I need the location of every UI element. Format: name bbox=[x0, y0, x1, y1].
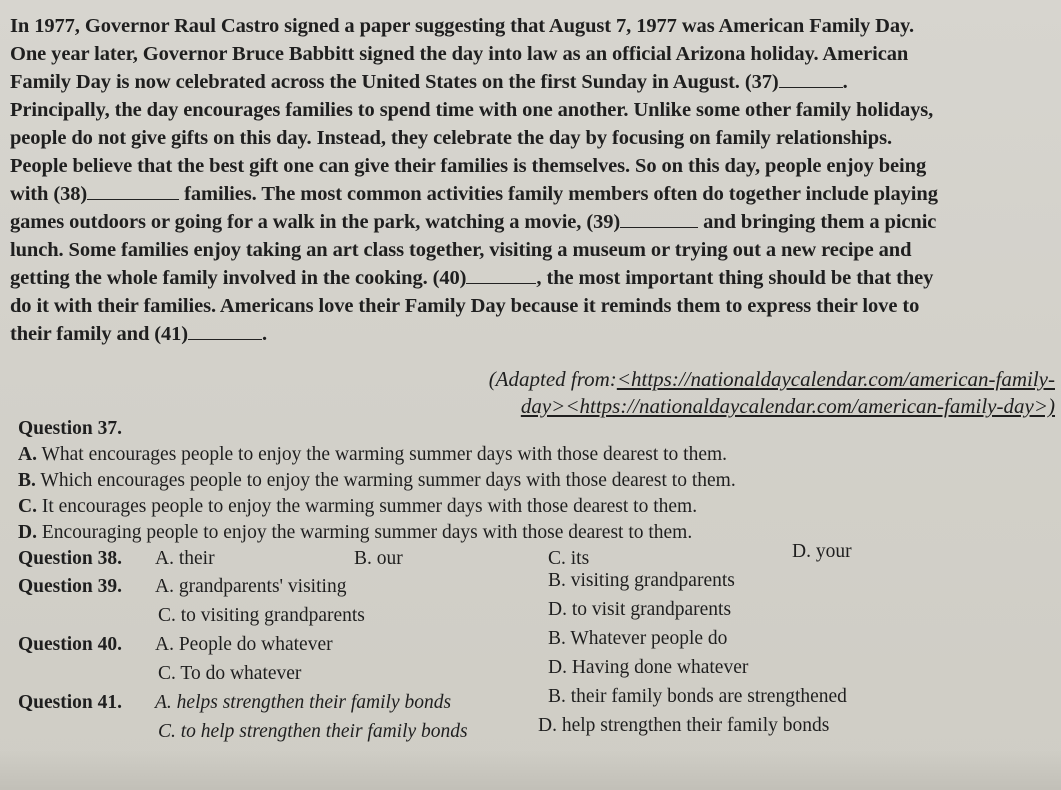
answer-blank[interactable] bbox=[620, 209, 698, 228]
q40-option-d[interactable]: D. Having done whatever bbox=[548, 657, 749, 678]
q41-option-c[interactable]: C. to help strengthen their family bonds bbox=[158, 721, 468, 742]
passage-line bbox=[10, 40, 1050, 68]
passage-text: In 1977, Governor Raul Castro signed a paper suggesting that August 7, 1977 was American Family Day. bbox=[10, 15, 915, 37]
answer-blank[interactable] bbox=[779, 69, 843, 88]
answer-blank[interactable] bbox=[87, 181, 179, 200]
passage-text: their family and (41) bbox=[10, 323, 189, 345]
q38-option-b[interactable]: B. our bbox=[354, 548, 403, 569]
question-section bbox=[18, 418, 1048, 750]
passage-line bbox=[10, 180, 1050, 208]
passage-line bbox=[10, 152, 1050, 180]
passage-text: and bringing them a picnic bbox=[698, 211, 937, 233]
passage-text: . bbox=[842, 71, 848, 93]
passage-line bbox=[10, 320, 1050, 348]
passage-text: with (38) bbox=[10, 183, 88, 205]
source-citation bbox=[489, 366, 1055, 420]
passage-line bbox=[10, 292, 1050, 320]
question-40-label: Question 40. bbox=[18, 634, 123, 655]
source-link-part-1[interactable]: <https://nationaldaycalendar.com/american-family- bbox=[616, 367, 1055, 391]
q37-option-c[interactable]: C. It encourages people to enjoy the warming summer days with those dearest to them. bbox=[18, 496, 698, 517]
passage-text: families. The most common activities family members often do together include playing bbox=[179, 183, 938, 205]
passage-text: games outdoors or going for a walk in the park, watching a movie, (39) bbox=[10, 211, 621, 233]
question-40-row-2 bbox=[18, 657, 1048, 692]
question-41-label: Question 41. bbox=[18, 692, 123, 713]
passage-line bbox=[10, 68, 1050, 96]
question-38-label: Question 38. bbox=[18, 548, 123, 569]
passage-text: Family Day is now celebrated across the United States on the first Sunday in August. (37) bbox=[10, 71, 779, 93]
question-39-row-2 bbox=[18, 599, 1048, 634]
passage-line bbox=[10, 264, 1050, 292]
question-39-label: Question 39. bbox=[18, 576, 123, 597]
q37-option-a[interactable]: A. What encourages people to enjoy the warming summer days with those dearest to them. bbox=[18, 444, 728, 465]
q38-option-a[interactable]: A. their bbox=[155, 548, 215, 569]
passage-line bbox=[10, 236, 1050, 264]
q41-option-a[interactable]: A. helps strengthen their family bonds bbox=[155, 692, 452, 713]
q37-option-b[interactable]: B. Which encourages people to enjoy the warming summer days with those dearest to them. bbox=[18, 470, 736, 491]
question-39-row-1 bbox=[18, 570, 1048, 605]
passage-text: , the most important thing should be that they bbox=[536, 267, 934, 289]
q39-option-b[interactable]: B. visiting grandparents bbox=[548, 570, 735, 591]
question-41-row-1 bbox=[18, 686, 1048, 721]
q39-option-c[interactable]: C. to visiting grandparents bbox=[158, 605, 365, 626]
question-38-row bbox=[18, 541, 1048, 576]
passage-text: Principally, the day encourages families to spend time with one another. Unlike some other family holidays, bbox=[10, 99, 934, 121]
q40-option-a[interactable]: A. People do whatever bbox=[155, 634, 333, 655]
question-37-title: Question 37. bbox=[18, 418, 123, 439]
question-41-row-2 bbox=[18, 715, 1048, 750]
q38-option-c[interactable]: C. its bbox=[548, 548, 590, 569]
passage-text: people do not give gifts on this day. Instead, they celebrate the day by focusing on family relationships. bbox=[10, 127, 892, 149]
passage-line bbox=[10, 124, 1050, 152]
q39-option-d[interactable]: D. to visit grandparents bbox=[548, 599, 732, 620]
q40-option-c[interactable]: C. To do whatever bbox=[158, 663, 302, 684]
q38-option-d[interactable]: D. your bbox=[792, 541, 852, 562]
page-bottom-shadow bbox=[0, 750, 1061, 790]
q41-option-b[interactable]: B. their family bonds are strengthened bbox=[548, 686, 847, 707]
question-40-row-1 bbox=[18, 628, 1048, 663]
q40-option-b[interactable]: B. Whatever people do bbox=[548, 628, 728, 649]
q39-option-a[interactable]: A. grandparents' visiting bbox=[155, 576, 347, 597]
reading-passage bbox=[10, 12, 1050, 348]
passage-line bbox=[10, 12, 1050, 40]
answer-blank[interactable] bbox=[466, 265, 536, 284]
passage-line bbox=[10, 208, 1050, 236]
passage-text: getting the whole family involved in the cooking. (40) bbox=[10, 267, 467, 289]
passage-text: One year later, Governor Bruce Babbitt signed the day into law as an official Arizona holiday. American bbox=[10, 43, 909, 65]
passage-text: . bbox=[262, 323, 268, 345]
passage-text: do it with their families. Americans love their Family Day because it reminds them to express their love to bbox=[10, 295, 920, 317]
source-prefix: (Adapted from: bbox=[488, 367, 617, 391]
q41-option-d[interactable]: D. help strengthen their family bonds bbox=[538, 715, 830, 736]
passage-text: People believe that the best gift one can give their families is themselves. So on this day, people enjoy being bbox=[10, 155, 927, 177]
q37-option-d[interactable]: D. Encouraging people to enjoy the warming summer days with those dearest to them. bbox=[18, 522, 693, 543]
source-link-part-2[interactable]: day><https://nationaldaycalendar.com/american-family-day>) bbox=[520, 394, 1055, 418]
passage-line bbox=[10, 96, 1050, 124]
passage-text: lunch. Some families enjoy taking an art class together, visiting a museum or trying out a new recipe and bbox=[10, 239, 912, 261]
answer-blank[interactable] bbox=[188, 321, 262, 340]
